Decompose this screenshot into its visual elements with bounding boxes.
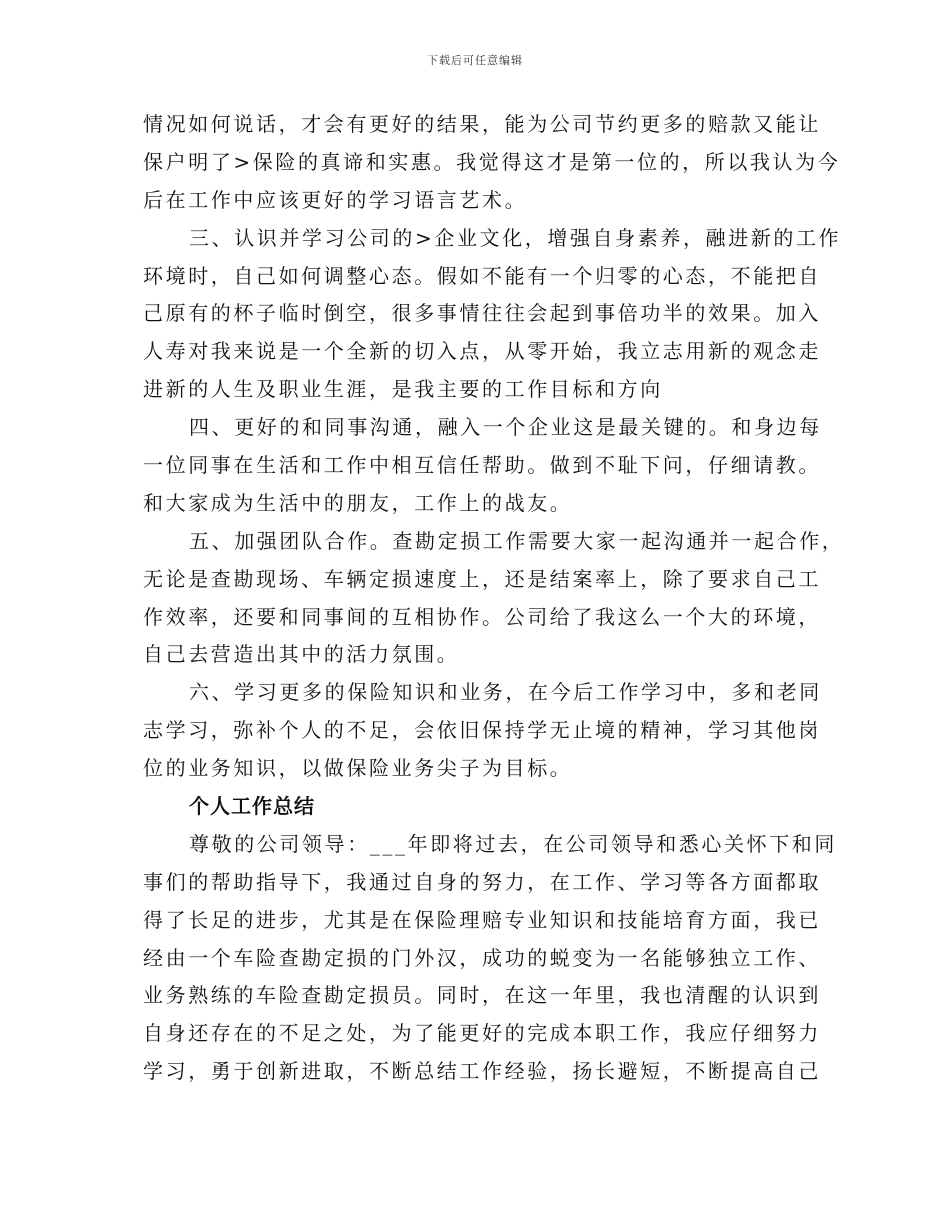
text-line: 情况如何说话，才会有更好的结果，能为公司节约更多的赔款又能让 — [143, 112, 821, 136]
section-heading: 个人工作总结 — [189, 794, 315, 819]
text-line: 位的业务知识，以做保险业务尖子为目标。 — [143, 756, 573, 781]
text-line: 自身还存在的不足之处，为了能更好的完成本职工作，我应仔细努力 — [143, 1021, 821, 1046]
text-line: 五、加强团队合作。查勘定损工作需要大家一起沟通并一起合作， — [189, 528, 845, 553]
page-header: 下载后可任意编辑 — [427, 54, 523, 67]
text-line: 进新的人生及职业生涯，是我主要的工作目标和方向 — [143, 377, 663, 402]
text-line: 人寿对我来说是一个全新的切入点，从零开始，我立志用新的观念走 — [143, 339, 821, 364]
text-line: 己原有的杯子临时倒空，很多事情往往会起到事倍功半的效果。加入 — [143, 301, 821, 326]
text-line: 三、认识并学习公司的>企业文化，增强自身素养，融进新的工作 — [189, 225, 842, 250]
text-line: 志学习，弥补个人的不足，会依旧保持学无止境的精神，学习其他岗 — [143, 718, 821, 743]
text-line: 四、更好的和同事沟通，融入一个企业这是最关键的。和身边每 — [189, 415, 822, 440]
text-line: 事们的帮助指导下，我通过自身的努力，在工作、学习等各方面都取 — [143, 869, 821, 894]
text-line: 经由一个车险查勘定损的门外汉，成功的蜕变为一名能够独立工作、 — [143, 945, 821, 970]
text-line: 后在工作中应该更好的学习语言艺术。 — [143, 187, 528, 212]
document-body — [143, 106, 845, 1091]
text-line: 一位同事在生活和工作中相互信任帮助。做到不耻下问，仔细请教。 — [143, 453, 821, 478]
text-line: 环境时，自己如何调整心态。假如不能有一个归零的心态，不能把自 — [143, 263, 821, 288]
text-line: 作效率，还要和同事间的互相协作。公司给了我这么一个大的环境， — [143, 604, 821, 629]
text-line: 业务熟练的车险查勘定损员。同时，在这一年里，我也清醒的认识到 — [143, 983, 821, 1008]
text-line: 得了长足的进步，尤其是在保险理赔专业知识和技能培育方面，我已 — [143, 907, 821, 932]
text-line: 六、学习更多的保险知识和业务，在今后工作学习中，多和老同 — [189, 680, 822, 705]
text-line: 自己去营造出其中的活力氛围。 — [143, 642, 460, 667]
text-line: 无论是查勘现场、车辆定损速度上，还是结案率上，除了要求自己工 — [143, 566, 821, 591]
text-line: 尊敬的公司领导：___年即将过去，在公司领导和悉心关怀下和同 — [189, 831, 837, 856]
text-line: 学习，勇于创新进取，不断总结工作经验，扬长避短，不断提高自己 — [143, 1059, 821, 1084]
text-line: 和大家成为生活中的朋友，工作上的战友。 — [143, 490, 573, 515]
text-line: 保户明了>保险的真谛和实惠。我觉得这才是第一位的，所以我认为今 — [143, 149, 841, 174]
